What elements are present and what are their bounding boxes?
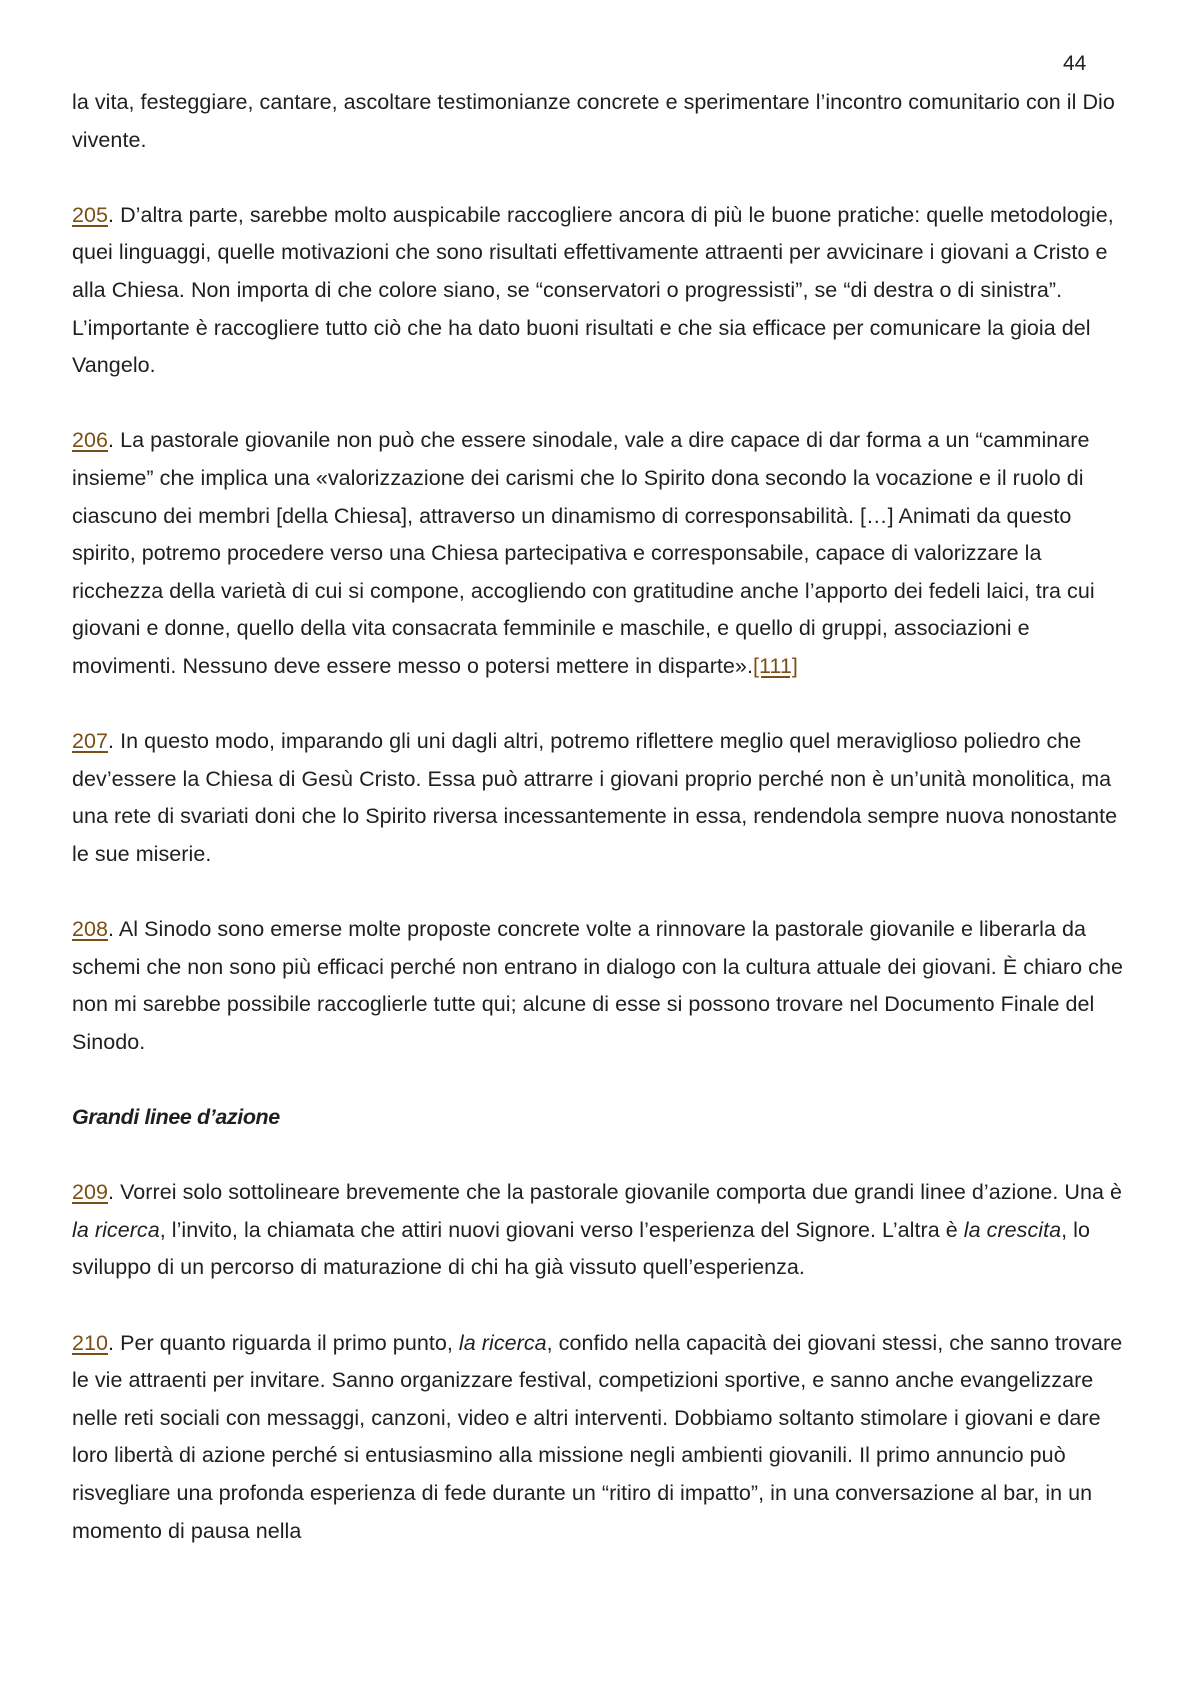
paragraph-number-link[interactable]: 210 — [72, 1330, 109, 1355]
paragraph-text: , confido nella capacità dei giovani stessi, che sanno trovare le vie attraenti per invitare. Sanno organizzare festival, competizioni sportive, e sanno anche evangelizzare nelle reti sociali con messaggi, canzoni, video e altri interventi. Dobbiamo soltanto stimolare i giovani e dare loro libertà di azione perché si entusiasmino alla missione negli ambienti giovanili. Il primo annuncio può risvegliare una profonda esperienza di fede durante un “ritiro di impatto”, in una conversazione al bar, in un momento di pausa nella — [72, 1330, 1123, 1543]
emphasis-text: la ricerca — [72, 1217, 160, 1242]
paragraph-210 — [72, 1325, 1132, 1551]
paragraph-text: . La pastorale giovanile non può che essere sinodale, vale a dire capace di dar forma a un “camminare insieme” che implica una «valorizzazione dei carismi che lo Spirito dona secondo la vocazione e il ruolo di ciascuno dei membri [della Chiesa], attraverso un dinamismo di corresponsabilità. […] Animati da questo spirito, potremo procedere verso una Chiesa partecipativa e corresponsabile, capace di valorizzare la ricchezza della varietà di cui si compone, accogliendo con gratitudine anche l’apporto dei fedeli laici, tra cui giovani e donne, quello della vita consacrata femminile e maschile, e quello di gruppi, associazioni e movimenti. Nessuno deve essere messo o potersi mettere in disparte». — [72, 428, 1095, 678]
emphasis-text: la crescita — [963, 1217, 1062, 1242]
paragraph-number-link[interactable]: 209 — [72, 1180, 109, 1205]
paragraph-number-link[interactable]: 205 — [72, 202, 109, 227]
paragraph-205 — [72, 197, 1132, 385]
paragraph-text: . Per quanto riguarda il primo punto, — [108, 1330, 459, 1355]
paragraph-text: . In questo modo, imparando gli uni dagli altri, potremo riflettere meglio quel meraviglioso poliedro che dev’essere la Chiesa di Gesù Cristo. Essa può attrarre i giovani proprio perché non è un’unità monolitica, ma una rete di svariati doni che lo Spirito riversa incessantemente in essa, rendendola sempre nuova nonostante le sue miserie. — [72, 729, 1118, 866]
emphasis-text: la ricerca — [458, 1330, 547, 1355]
footnote-link[interactable]: [111] — [752, 653, 798, 678]
paragraph-text: . Al Sinodo sono emerse molte proposte concrete volte a rinnovare la pastorale giovanile e liberarla da schemi che non sono più efficaci perché non entrano in dialogo con la cultura attuale dei giovani. È chiaro che non mi sarebbe possibile raccoglierle tutte qui; alcune di esse si possono trovare nel Documento Finale del Sinodo. — [72, 917, 1123, 1054]
paragraph-text: . Vorrei solo sottolineare brevemente che la pastorale giovanile comporta due grandi linee d’azione. Una è — [108, 1180, 1123, 1205]
paragraph-207 — [72, 723, 1132, 873]
page-number: 44 — [1063, 52, 1087, 75]
document-body — [72, 84, 1132, 1588]
section-heading: Grandi linee d’azione — [72, 1105, 280, 1130]
paragraph-text: , lo sviluppo di un percorso di maturazione di chi ha già vissuto quell’esperienza. — [72, 1217, 1091, 1280]
paragraph-206 — [72, 422, 1132, 685]
paragraph-number-link[interactable]: 208 — [72, 917, 109, 942]
paragraph-text: . D’altra parte, sarebbe molto auspicabile raccogliere ancora di più le buone pratiche: quelle metodologie, quei linguaggi, quelle motivazioni che sono risultati effettivamente attraenti per avvicinare i giovani a Cristo e alla Chiesa. Non importa di che colore siano, se “conservatori o progressisti”, se “di destra o di sinistra”. L’importante è raccogliere tutto ciò che ha dato buoni risultati e che sia efficace per comunicare la gioia del Vangelo. — [72, 202, 1114, 378]
paragraph-208 — [72, 911, 1132, 1061]
paragraph-text: la vita, festeggiare, cantare, ascoltare testimonianze concrete e sperimentare l’incontro comunitario con il Dio vivente. — [72, 90, 1115, 152]
paragraph-number-link[interactable]: 206 — [72, 428, 109, 453]
paragraph-text: , l’invito, la chiamata che attiri nuovi giovani verso l’esperienza del Signore. L’altra è — [159, 1217, 964, 1242]
paragraph-continuation — [72, 84, 1132, 159]
paragraph-number-link[interactable]: 207 — [72, 729, 109, 754]
paragraph-209 — [72, 1174, 1132, 1287]
